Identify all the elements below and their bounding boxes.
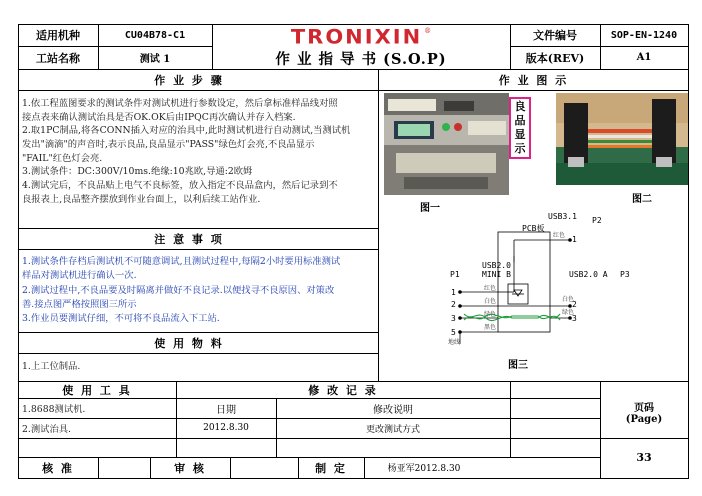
p1-pin-2: 2 xyxy=(451,300,456,309)
step-line: 4.测试完后，不良品贴上电气不良标签，放入指定不良品盒内，然后记录到不 xyxy=(22,180,338,191)
figure-1-label: 图一 xyxy=(420,203,440,214)
step-line: 接点表来确认测试治具是否OK.OK后由IPQC再次确认并存入档案. xyxy=(22,111,296,123)
p3-pin-3: 3 xyxy=(572,314,577,323)
model-value: CU04B78-C1 xyxy=(124,29,186,41)
step-line: "FAIL"红色灯会亮. xyxy=(22,152,103,164)
usb20-a-label: USB2.0 A xyxy=(569,270,608,279)
page-label: 页码 xyxy=(634,402,654,414)
station-value: 测试 1 xyxy=(139,54,171,65)
wire-green-label-right: 绿色 xyxy=(562,309,575,316)
page-label-en: (Page) xyxy=(625,413,663,425)
material-line: 1.上工位制品. xyxy=(22,361,81,372)
wire-red-label-top: 红色 xyxy=(553,232,566,239)
make-label: 制 定 xyxy=(315,461,347,475)
step-line: 发出"滴滴"的声音时,表示良品,良品显示"PASS"绿色灯会亮,不良品显示 xyxy=(22,139,315,150)
notes-title: 注 意 事 项 xyxy=(154,233,224,246)
pass-callout: 良 品 显 示 xyxy=(509,97,531,159)
wire-green-label: 绿色 xyxy=(484,311,497,318)
maker-name: 杨亚军2012.8.30 xyxy=(387,464,461,474)
wire-red-label: 红色 xyxy=(484,285,497,292)
tools-title: 使 用 工 具 xyxy=(62,384,132,397)
tool-line: 1.8688测试机. xyxy=(22,404,86,415)
p1-label: P1 xyxy=(450,270,460,279)
page-number: 33 xyxy=(636,450,652,464)
wire-black-label: 黑色 xyxy=(484,324,497,331)
ground-label: 地线 xyxy=(448,339,461,346)
logo-text: TRONIXIN xyxy=(290,25,423,49)
steps-title: 作 业 步 骤 xyxy=(154,74,224,87)
figure-2-label: 图二 xyxy=(632,194,652,205)
tool-line: 2.测试治具. xyxy=(22,424,72,435)
docno-label: 文件编号 xyxy=(533,29,577,42)
p1-pin-5: 5 xyxy=(451,328,456,337)
p2-pin-1: 1 xyxy=(572,235,577,244)
docno-value: SOP-EN-1240 xyxy=(610,29,678,41)
wire-white-label-right: 白色 xyxy=(562,296,575,303)
note-line: 1.测试条件存档后测试机不可随意调试,且测试过程中,每隔2小时要用标准测试 xyxy=(22,256,341,267)
note-line: 2.测试过程中,不良品要及时隔离并做好不良记录.以便找寻不良原因、对策改 xyxy=(22,285,335,296)
step-line: 3.测试条件：DC:300V/10ms.绝缘:10兆欧,导通:2欧姆 xyxy=(22,166,253,177)
version-label: 版本(REV) xyxy=(525,51,585,65)
note-line: 3.作业员要测试仔细，不可将不良品流入下工站. xyxy=(22,313,220,324)
step-line: 良报表上,良品整齐摆放到作业台面上，以利后续工站作业. xyxy=(22,194,261,205)
step-line: 2.取1PC制品,将各CONN插入对应的治具中,此时测试机进行自动测试,当测试机 xyxy=(22,125,351,136)
review-label: 审 核 xyxy=(174,461,206,475)
station-label: 工站名称 xyxy=(36,51,80,65)
note-line: 样品对测试机进行确认一次. xyxy=(22,270,137,281)
wire-white-label: 白色 xyxy=(484,298,497,305)
step-line: 1.依工程蓝图要求的测试条件对测试机进行参数设定，然后拿标准样品线对照 xyxy=(22,98,338,109)
revision-date: 2012.8.30 xyxy=(203,423,249,433)
usb31-label: USB3.1 xyxy=(548,212,577,221)
figures-title: 作 业 图 示 xyxy=(498,74,569,87)
registered-icon: ® xyxy=(424,27,432,35)
document-title: 作 业 指 导 书 (S.O.P) xyxy=(275,51,447,68)
p3-label: P3 xyxy=(620,270,630,279)
revision-desc: 更改测试方式 xyxy=(365,424,420,435)
pcb-label: PCB板 xyxy=(522,224,545,233)
p1-pin-1: 1 xyxy=(451,288,456,297)
model-label: 适用机种 xyxy=(36,29,80,42)
figure-3-label: 图三 xyxy=(508,360,528,371)
note-line: 善.接点图严格按照图三所示 xyxy=(22,299,137,310)
revision-desc-header: 修改说明 xyxy=(373,404,413,416)
p2-label: P2 xyxy=(592,216,602,225)
approve-label: 核 准 xyxy=(42,461,74,475)
minib-label: MINI B xyxy=(482,270,511,279)
p3-pin-2: 2 xyxy=(572,300,577,309)
revisions-title: 修 改 记 录 xyxy=(308,384,378,397)
p1-pin-3: 3 xyxy=(451,314,456,323)
usb20-mini-label: USB2.0 xyxy=(482,261,511,270)
version-value: A1 xyxy=(636,52,652,63)
revision-date-header: 日期 xyxy=(216,404,236,416)
materials-title: 使 用 物 料 xyxy=(154,337,224,350)
